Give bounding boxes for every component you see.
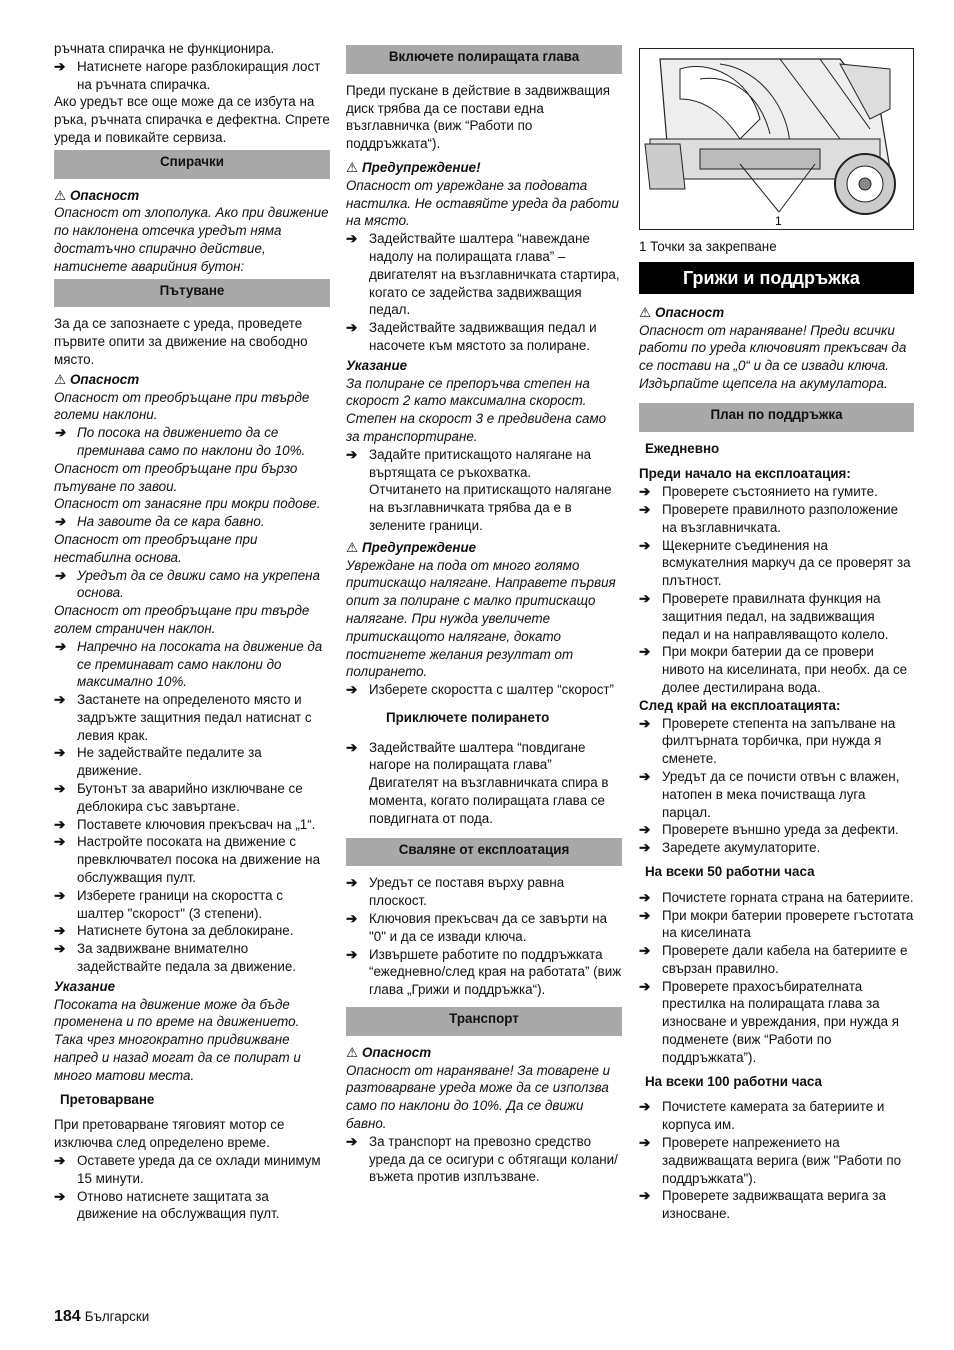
label-after: След край на експлоатацията: xyxy=(639,697,841,713)
step-list xyxy=(54,1152,330,1223)
subheading-50h: На всеки 50 работни часа xyxy=(645,863,815,879)
step-list xyxy=(639,715,914,857)
list-item: ➔ Извършете работите по поддръжката “ежедневно/след края на работата” (виж глава „Грижи и поддръжка“). xyxy=(346,946,622,999)
step-list xyxy=(54,58,330,94)
list-item: ➔ Почистете горната страна на батериите. xyxy=(639,889,914,907)
step-list xyxy=(346,874,622,999)
step-list xyxy=(346,1133,622,1186)
body-text: При претоварване тяговият мотор се изключва след определено време. xyxy=(54,1117,285,1151)
body-text: Двигателят на възглавничката спира в момента, когато полиращата глава се повдигната от пода. xyxy=(369,775,609,826)
list-item: ➔ Задействайте шалтера “повдигане нагоре на полиращата глава” xyxy=(346,739,622,775)
warning-icon: ⚠ xyxy=(639,304,652,320)
list-item: ➔ Заредете акумулаторите. xyxy=(639,839,914,857)
list-item: ➔ На завоите да се кара бавно. xyxy=(54,513,330,531)
note-heading: Указание xyxy=(346,357,408,373)
section-heading-polish-head: Включете полиращата глава xyxy=(346,45,622,74)
danger-heading: ⚠ Опасност xyxy=(639,304,725,320)
warning-heading: ⚠ Предупреждение! xyxy=(346,159,481,175)
subheading-overload: Претоварване xyxy=(60,1091,155,1107)
danger-text: Опасност от злополука. Ако при движение по наклонена отсечка уредът няма достатъчно спирачно действие, натиснете аварийния бутон: xyxy=(54,205,329,274)
warning-icon: ⚠ xyxy=(54,371,67,387)
list-item: ➔ Изберете скоростта с шалтер “скорост” xyxy=(346,681,622,699)
list-item: ➔ Ключовия прекъсвач да се завърти на "0" и да се извади ключа. xyxy=(346,910,622,946)
subheading-finish: Приключете полирането xyxy=(386,709,550,725)
list-item: ➔ Проверете правилното разположение на възглавничката. xyxy=(639,501,914,537)
list-item: ➔ Натиснете бутона за деблокиране. xyxy=(54,922,330,940)
list-item: ➔ За задвижване внимателно задействайте педала за движение. xyxy=(54,940,330,976)
step-list xyxy=(346,739,622,775)
column-left xyxy=(54,40,330,1223)
column-middle xyxy=(346,42,622,1186)
danger-text: Опасност от преобръщане при бързо пътуване по завои. xyxy=(54,460,298,494)
list-item: ➔ Задействайте шалтера “навеждане надолу на полиращата глава” – двигателят на възглавничката стартира, когато се задейства задвижващия педал. xyxy=(346,230,622,319)
step-list xyxy=(639,483,914,697)
step-list xyxy=(639,889,914,1067)
list-item: ➔ Задействайте задвижващия педал и насочете към мястото за полиране. xyxy=(346,319,622,355)
list-item: ➔ Натиснете нагоре разблокиращия лост на ръчната спирачка. xyxy=(54,58,330,94)
list-item: ➔ Уредът се поставя върху равна плоскост. xyxy=(346,874,622,910)
note-text: За полиране се препоръчва степен на скорост 2 като максимална скорост. Степен на скорост 3 е предвидена само за транспортиране. xyxy=(346,375,607,444)
machine-figure xyxy=(639,48,914,230)
list-item: ➔ Проверете задвижващата верига за износване. xyxy=(639,1187,914,1223)
column-right xyxy=(639,40,914,1223)
list-item: ➔ Поставете ключовия прекъсвач на „1“. xyxy=(54,816,330,834)
list-item: ➔ При мокри батерии проверете гъстотата на киселината xyxy=(639,907,914,943)
section-heading-plan: План по поддръжка xyxy=(639,403,914,432)
list-item: ➔ Проверете състоянието на гумите. xyxy=(639,483,914,501)
danger-text: Опасност от нараняване! Преди всички работи по уреда ключовият прекъсвач да се постави на „0“ и да се извади ключа. Издърпайте щепсела на акумулатора. xyxy=(639,322,907,391)
list-item: ➔ Проверете външно уреда за дефекти. xyxy=(639,821,914,839)
step-list xyxy=(639,1098,914,1223)
list-item: ➔ За транспорт на превозно средство уреда да се осигури с обтягащи колани/ въжета против изплъзване. xyxy=(346,1133,622,1186)
list-item: ➔ Уредът да се движи само на укрепена основа. xyxy=(54,567,330,603)
list-item: ➔ Изберете граници на скоростта с шалтер "скорост" (3 степени). xyxy=(54,887,330,923)
step-list xyxy=(54,691,330,976)
step-list xyxy=(54,567,330,603)
danger-text: Опасност от преобръщане при твърде големи наклони. xyxy=(54,389,310,423)
warning-icon: ⚠ xyxy=(346,1044,359,1060)
danger-heading: ⚠ Опасност xyxy=(54,187,140,203)
list-item: ➔ Оставете уреда да се охлади минимум 15 минути. xyxy=(54,1152,330,1188)
intro-text: ръчната спирачка не функционира. xyxy=(54,41,275,56)
list-item: ➔ При мокри батерии да се провери нивото на киселината, при необх. да се долее дестилирана вода. xyxy=(639,643,914,696)
body-text: Отчитането на притискащото налягане на възглавничката трябва да е в зелените граници. xyxy=(369,482,612,533)
step-list xyxy=(346,681,622,699)
list-item: ➔ Проверете степента на запълване на филтърната торбичка, при нужда я сменете. xyxy=(639,715,914,768)
page-footer xyxy=(54,1308,149,1326)
figure-caption: 1 Точки за закрепване xyxy=(639,239,777,254)
warning-icon: ⚠ xyxy=(54,187,67,203)
step-list xyxy=(54,424,330,460)
warning-text: Опасност от увреждане за подовата настилка. Не оставяйте уреда да работи на място. xyxy=(346,177,619,229)
note-text: Посоката на движение може да бъде променена и по време на движението. Така чрез многократно придвижване напред и назад могат да се полират и много матови места. xyxy=(54,996,301,1083)
danger-text: Опасност от преобръщане при нестабилна основа. xyxy=(54,531,258,565)
body-text: Преди пускане в действие в задвижващия диск трябва да се постави една възглавничка (виж “Работи по поддръжката“). xyxy=(346,82,611,152)
step-list xyxy=(346,230,622,355)
list-item: ➔ Задайте притискащото налягане на въртящата се ръкохватка. xyxy=(346,446,622,482)
step-list xyxy=(346,446,622,482)
step-list xyxy=(54,513,330,531)
danger-text: Опасност от преобръщане при твърде голем страничен наклон. xyxy=(54,603,310,636)
list-item: ➔ Щекерните съединения на всмукателния маркуч да се проверят за плътност. xyxy=(639,537,914,590)
danger-heading: ⚠ Опасност xyxy=(54,371,140,387)
list-item: ➔ Настройте посоката на движение с превключвател посока на движение на обслужващия пулт. xyxy=(54,833,330,886)
warning-heading: ⚠ Предупреждение xyxy=(346,539,477,555)
list-item: ➔ Почистете камерата за батериите и корпуса им. xyxy=(639,1098,914,1134)
chapter-heading-care: Грижи и поддръжка xyxy=(639,262,914,294)
list-item: ➔ Уредът да се почисти отвън с влажен, натопен в мека почистваща луга парцал. xyxy=(639,768,914,821)
list-item: ➔ Не задействайте педалите за движение. xyxy=(54,744,330,780)
list-item: ➔ Напречно на посоката на движение да се преминават само наклони до максимално 10%. xyxy=(54,638,330,691)
section-heading-decommission: Сваляне от експлоатация xyxy=(346,838,622,867)
list-item: ➔ Проверете прахосъбирателната престилка на полиращата глава за износване и увреждания, при нужда я подменете (виж “Работи по поддръжката”). xyxy=(639,978,914,1067)
page-number: 184 xyxy=(54,1308,81,1325)
list-item: ➔ По посока на движението да се преминава само по наклони до 10%. xyxy=(54,424,330,460)
warning-text: Увреждане на пода от много голямо притискащо налягане. Направете първия опит за полиране с малко притискащо налягане. При нужда увеличете притискащото налягане, докато постигнете желания резултат от полирането. xyxy=(346,557,616,680)
step-list xyxy=(54,638,330,691)
section-heading-transport: Транспорт xyxy=(346,1007,622,1036)
body-text: За да се запознаете с уреда, проведете първите опити за движение на свободно място. xyxy=(54,316,308,367)
figure-label: 1 xyxy=(775,214,782,228)
section-heading-brakes: Спирачки xyxy=(54,150,330,179)
warning-icon: ⚠ xyxy=(346,539,359,555)
list-item: ➔ Отново натиснете защитата за движение на обслужващия пулт. xyxy=(54,1188,330,1224)
list-item: ➔ Бутонът за аварийно изключване се деблокира със завъртане. xyxy=(54,780,330,816)
intro-text: Ако уредът все още може да се избута на ръка, ръчната спирачка е дефектна. Спрете уреда и повикайте сервиза. xyxy=(54,94,330,145)
language-label: Български xyxy=(84,1309,150,1324)
list-item: ➔ Проверете правилната функция на защитния педал, на задвижващия педал и на направляващото колело. xyxy=(639,590,914,643)
warning-icon: ⚠ xyxy=(346,159,359,175)
list-item: ➔ Застанете на определеното място и задръжте защитния педал натиснат с левия крак. xyxy=(54,691,330,744)
list-item: ➔ Проверете дали кабела на батериите е свързан правилно. xyxy=(639,942,914,978)
danger-text: Опасност от занасяне при мокри подове. xyxy=(54,496,321,512)
subheading-daily: Ежедневно xyxy=(645,440,720,456)
list-item: ➔ Проверете напрежението на задвижващата верига (виж "Работи по поддръжката"). xyxy=(639,1134,914,1187)
note-heading: Указание xyxy=(54,978,116,994)
machine-illustration xyxy=(640,49,913,229)
section-heading-travel: Пътуване xyxy=(54,279,330,308)
label-before: Преди начало на експлоатация: xyxy=(639,466,851,482)
danger-text: Опасност от нараняване! За товарене и разтоварване уреда може да се използва само по наклони до 10%. Да се движи бавно. xyxy=(346,1062,611,1132)
danger-heading: ⚠ Опасност xyxy=(346,1044,432,1060)
subheading-100h: На всеки 100 работни часа xyxy=(645,1073,822,1089)
